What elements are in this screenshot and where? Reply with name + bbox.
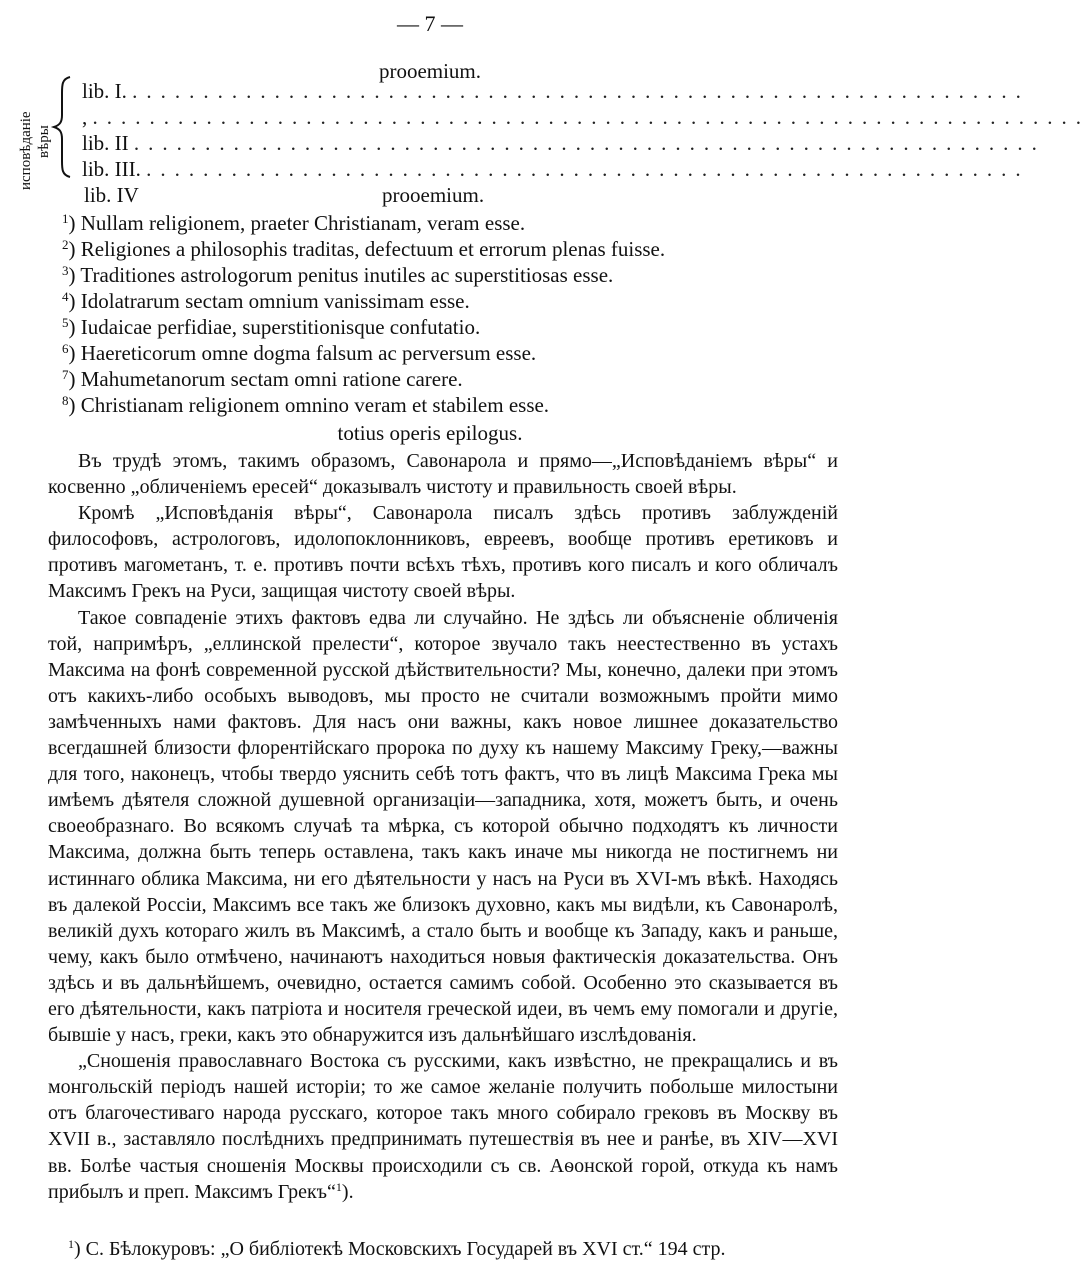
chapter-text: Religiones a philosophis traditas, defectuum et errorum plenas fuisse. <box>80 237 666 261</box>
paragraph-4-tail: ). <box>341 1180 354 1203</box>
toc-row-lib-3 <box>82 156 1030 182</box>
toc-epilogus: totius operis epilogus. <box>337 421 523 445</box>
toc-row-dots: ...................................................................... <box>92 105 1090 129</box>
toc-row-label: lib. III. <box>82 157 141 181</box>
toc-lib-4: lib. IV <box>84 183 139 207</box>
paragraph-1: Въ трудѣ этомъ, такимъ образомъ, Савонарола и прямо—„Исповѣданіемъ вѣры“ и косвенно „обличеніемъ ересей“ доказывалъ чистоту и правильность своей вѣры. <box>48 450 838 499</box>
toc-row-label: lib. II <box>82 131 129 155</box>
chapter-7: $^7$) Mahumetanorum sectam omni ratione carere. <box>62 367 463 391</box>
paragraph-2: Кромѣ „Исповѣданія вѣры“, Савонарола писалъ здѣсь противъ заблужденій философовъ, астрологовъ, идолопоклонниковъ, евреевъ, вообще противъ еретиковъ и противъ магометанъ, т. е. противъ почти всѣхъ тѣхъ, противъ кого писалъ и кого обличалъ Максимъ Грекъ на Руси, защищая чистоту своей вѣры. <box>48 502 838 603</box>
chapter-number: 4 <box>62 289 69 304</box>
body-text <box>48 448 838 1205</box>
toc-row-label: lib. I. <box>82 79 127 103</box>
chapter-number: 6 <box>62 341 69 356</box>
toc-prooemium-heading: prooemium. <box>378 59 482 83</box>
paragraph-4 <box>48 1048 838 1205</box>
chapter-text: Haereticorum omne dogma falsum ac perversum esse. <box>80 341 537 365</box>
toc-row-dots: ................................................................ <box>133 131 1046 155</box>
chapter-3: $^3$) Traditiones astrologorum penitus inutiles ac superstitiosas esse. <box>62 263 614 287</box>
chapter-text: Christianam religionem omnino veram et stabilem esse. <box>80 393 550 417</box>
side-label-line1: исповѣданіе <box>18 111 34 190</box>
chapter-4: $^4$) Idolatrarum sectam omnium vanissimam esse. <box>62 289 470 313</box>
paragraph-4-text: „Сношенія православнаго Востока съ русскими, какъ извѣстно, не прекращались и въ монгольскій періодъ нашей исторіи; то же самое желаніе получить побольше милостыни отъ благочестиваго народа русскаго, которое такъ много собирало грековъ въ Москву въ XVII в., заставляло послѣднихъ предпринимать путешествія въ нее и ранѣе, въ XIV—XVI вв. Болѣе частыя сношенія Москвы происходили съ св. Аѳонской горой, откуда къ намъ прибылъ и преп. Максимъ Грекъ“ <box>48 1050 838 1203</box>
toc-row-lib-1 <box>82 78 1030 104</box>
chapter-5: $^5$) Iudaicae perfidiae, superstitionisque confutatio. <box>62 315 481 339</box>
chapter-number: 8 <box>62 393 69 408</box>
chapter-8: $^8$) Christianam religionem omnino veram et stabilem esse. <box>62 393 550 417</box>
footnote-ref: 1 <box>335 1179 342 1194</box>
chapter-6: $^6$) Haereticorum omne dogma falsum ac perversum esse. <box>62 341 537 365</box>
chapter-1: $^1$) Nullam religionem, praeter Christianam, veram esse. <box>62 211 526 235</box>
chapter-2: $^2$) Religiones a philosophis traditas, defectuum et errorum plenas fuisse. <box>62 237 666 261</box>
toc-row-dots: .............................................................. <box>146 157 1030 181</box>
toc-row-dots: ............................................................... <box>132 79 1030 103</box>
chapter-text: Traditiones astrologorum penitus inutiles ac superstitiosas esse. <box>80 263 614 287</box>
chapter-text: Iudaicae perfidiae, superstitionisque confutatio. <box>80 315 481 339</box>
chapter-text: Mahumetanorum sectam omni ratione carere. <box>80 367 463 391</box>
chapter-number: 2 <box>62 237 69 252</box>
chapter-text: Idolatrarum sectam omnium vanissimam esse. <box>80 289 470 313</box>
chapter-number: 1 <box>62 211 69 226</box>
page-number: — 7 — <box>397 11 463 36</box>
chapter-number: 3 <box>62 263 69 278</box>
footnote-marker: 1 <box>68 1237 74 1251</box>
chapter-number: 7 <box>62 367 69 382</box>
toc-row-label: , <box>82 105 88 129</box>
footnote-text: ) С. Бѣлокуровъ: „О библіотекѣ Московскихъ Государей въ XVI ст.“ 194 стр. <box>74 1238 726 1260</box>
paragraph-3: Такое совпаденіе этихъ фактовъ едва ли случайно. Не здѣсь ли объясненіе обличенія той, напримѣръ, „еллинской прелести“, которое звучало такъ неестественно въ устахъ Максима на фонѣ современной русской дѣйствительности? Мы, конечно, далеки при этомъ отъ какихъ-либо особыхъ выводовъ, мы просто не считали возможнымъ пройти мимо замѣченныхъ нами фактовъ. Для насъ они важны, какъ новое лишнее доказательство всегдашней близости флорентійскаго пророка по духу къ нашему Максиму Греку,—важны для того, наконецъ, чтобы твердо уяснить себѣ тотъ фактъ, что въ лицѣ Максима Грека мы имѣемъ дѣятеля сложной душевной организаціи—западника, хотя, можетъ быть, и очень своеобразнаго. Во всякомъ случаѣ та мѣрка, съ которой обычно подходятъ къ личности Максима, должна быть теперь оставлена, такъ какъ иначе мы никогда не постигнемъ ни истиннаго облика Максима, ни его дѣятельности у насъ на Руси въ XVI-мъ вѣкѣ. Находясь въ далекой Россіи, Максимъ все такъ же близокъ духовно, какъ мы видѣли, къ Савонаролѣ, великій духъ котораго жилъ въ Максимѣ, а стало быть и вообще къ Западу, какъ и раньше, чему, какъ было отмѣчено, начинаютъ находиться новыя фактическія доказательства. Онъ здѣсь и въ дальнѣйшемъ, очевидно, остается самимъ собой. Особенно это сказывается въ его дѣятельности, какъ патріота и носителя греческой идеи, въ чемъ ему помогали и другіе, бывшіе у насъ, греки, какъ это обнаружится изъ дальнѣйшаго изслѣдованія. <box>48 606 838 1047</box>
footnote <box>48 1236 838 1262</box>
toc-row-comma <box>82 104 1090 130</box>
chapter-number: 5 <box>62 315 69 330</box>
toc-prooemium-lib-4: prooemium. <box>382 183 485 207</box>
toc-row-lib-2 <box>82 130 1046 156</box>
side-label-line2: вѣры <box>36 125 52 158</box>
chapter-text: Nullam religionem, praeter Christianam, veram esse. <box>80 211 526 235</box>
toc-brace <box>50 75 74 179</box>
